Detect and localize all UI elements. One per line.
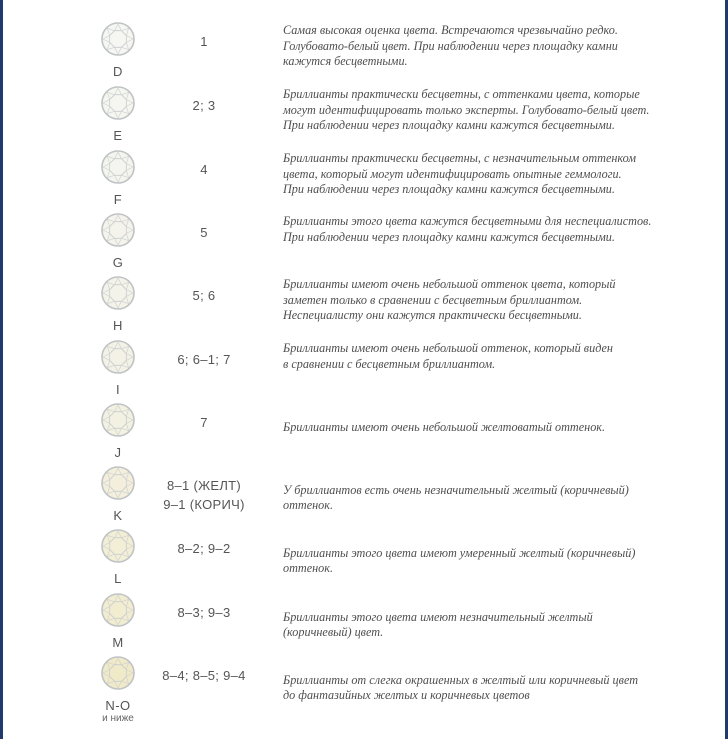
description-line: (коричневый) цвет. xyxy=(283,625,384,640)
color-description xyxy=(283,467,633,514)
diamond-icon xyxy=(101,466,135,500)
gost-grade xyxy=(152,603,256,622)
color-description xyxy=(283,277,633,324)
gost-grade-line: 4 xyxy=(200,162,208,177)
color-grade-row xyxy=(0,593,728,657)
gost-grade xyxy=(152,666,256,685)
color-description xyxy=(283,214,652,245)
gost-grade xyxy=(152,96,256,115)
color-grade-row xyxy=(0,529,728,593)
color-letter: E xyxy=(113,128,123,143)
description-line: При наблюдении через площадку камни кажутся бесцветными. xyxy=(283,182,615,197)
diamond-icon xyxy=(101,656,135,690)
gost-grade xyxy=(152,286,256,305)
description-line xyxy=(283,594,633,610)
gost-grade xyxy=(152,476,256,514)
color-letter: I xyxy=(115,382,121,397)
description-line: При наблюдении через площадку камни кажутся бесцветными. xyxy=(283,229,615,244)
gost-grade-line: 5 xyxy=(200,225,208,240)
description-line xyxy=(283,404,633,420)
gost-grade xyxy=(152,539,256,558)
diamond-icon xyxy=(101,22,135,56)
color-grade-row xyxy=(0,656,728,724)
gost-grade-line: 8–4; 8–5; 9–4 xyxy=(162,668,246,683)
color-letter: N-O xyxy=(105,698,131,713)
gost-grade-line: 6; 6–1; 7 xyxy=(177,352,231,367)
color-grade-row xyxy=(0,150,728,214)
color-description xyxy=(283,657,638,704)
description-line: Голубовато-белый цвет. При наблюдении через площадку камни xyxy=(283,38,618,53)
description-line: Бриллианты этого цвета имеют умеренный желтый (коричневый) xyxy=(283,545,636,560)
description-line: Бриллианты этого цвета имеют незначительный желтый xyxy=(283,609,593,624)
diamond-icon xyxy=(101,340,135,374)
description-line: до фантазийных желтых и коричневых цветов xyxy=(283,688,530,703)
description-line: Бриллианты от слегка окрашенных в желтый или коричневый цвет xyxy=(283,672,638,687)
description-line: оттенок. xyxy=(283,498,333,513)
color-letter: J xyxy=(114,445,122,460)
gost-grade-line: 8–1 (ЖЕЛТ) xyxy=(166,478,242,493)
description-line: Бриллианты имеют очень небольшой оттенок, который виден xyxy=(283,341,613,355)
color-letter: L xyxy=(114,571,122,586)
description-line: могут идентифицировать только эксперты. Голубовато-белый цвет. xyxy=(283,102,650,117)
description-line: Бриллианты имеют очень небольшой желтоватый оттенок. xyxy=(283,419,606,434)
description-line xyxy=(283,467,633,483)
color-letter: D xyxy=(113,64,123,79)
gost-grade-line: 5; 6 xyxy=(192,288,216,303)
color-letter: G xyxy=(112,255,124,270)
diamond-icon xyxy=(101,213,135,247)
color-description xyxy=(283,594,633,641)
description-line: Бриллианты этого цвета кажутся бесцветными для неспециалистов. xyxy=(283,214,652,228)
color-letter: K xyxy=(113,508,123,523)
gost-grade-line: 7 xyxy=(200,415,208,430)
description-line: Бриллианты имеют очень небольшой оттенок цвета, который xyxy=(283,277,616,291)
color-letter-note: и ниже xyxy=(102,713,134,724)
color-grade-row xyxy=(0,213,728,277)
diamond-icon xyxy=(101,593,135,627)
gost-grade xyxy=(152,32,256,51)
color-description xyxy=(283,341,633,372)
gost-grade-line: 8–2; 9–2 xyxy=(177,541,231,556)
color-description xyxy=(283,530,636,577)
description-line xyxy=(283,530,633,546)
color-grade-row xyxy=(0,276,728,340)
gost-grade-line: 8–3; 9–3 xyxy=(177,605,231,620)
description-line: цвета, который могут идентифицировать опытные геммологи. xyxy=(283,166,622,181)
gost-grade xyxy=(152,160,256,179)
color-grade-row xyxy=(0,340,728,404)
diamond-icon xyxy=(101,86,135,120)
color-grade-row xyxy=(0,403,728,467)
color-letter: H xyxy=(113,318,123,333)
color-description xyxy=(283,404,633,435)
description-line: Неспециалисту они кажутся практически бесцветными. xyxy=(283,308,582,323)
description-line: У бриллиантов есть очень незначительный желтый (коричневый) xyxy=(283,482,629,497)
color-grade-row xyxy=(0,86,728,150)
gost-grade-line: 9–1 (КОРИЧ) xyxy=(163,497,245,512)
diamond-icon xyxy=(101,529,135,563)
gost-grade xyxy=(152,223,256,242)
gost-grade-line: 1 xyxy=(200,34,208,49)
description-line: в сравнении с бесцветным бриллиантом. xyxy=(283,356,496,371)
color-description xyxy=(283,151,637,198)
diamond-icon xyxy=(101,276,135,310)
description-line: оттенок. xyxy=(283,561,333,576)
diamond-icon xyxy=(101,403,135,437)
description-line: Бриллианты практически бесцветны, с незначительным оттенком xyxy=(283,151,637,165)
description-line: Самая высокая оценка цвета. Встречаются чрезвычайно редко. xyxy=(283,23,618,37)
diamond-icon xyxy=(101,150,135,184)
description-line: кажутся бесцветными. xyxy=(283,54,408,69)
color-grade-row xyxy=(0,466,728,530)
color-letter: F xyxy=(113,192,123,207)
description-line: заметен только в сравнении с бесцветным бриллиантом. xyxy=(283,292,583,307)
description-line: Бриллианты практически бесцветны, с оттенками цвета, которые xyxy=(283,87,640,101)
description-line xyxy=(283,657,633,673)
gost-grade xyxy=(152,413,256,432)
description-line: При наблюдении через площадку камни кажутся бесцветными. xyxy=(283,118,615,133)
color-letter: M xyxy=(112,635,124,650)
color-grade-row xyxy=(0,22,728,86)
gost-grade-line: 2; 3 xyxy=(192,98,216,113)
color-description xyxy=(283,87,650,134)
gost-grade xyxy=(152,350,256,369)
color-description xyxy=(283,23,633,70)
